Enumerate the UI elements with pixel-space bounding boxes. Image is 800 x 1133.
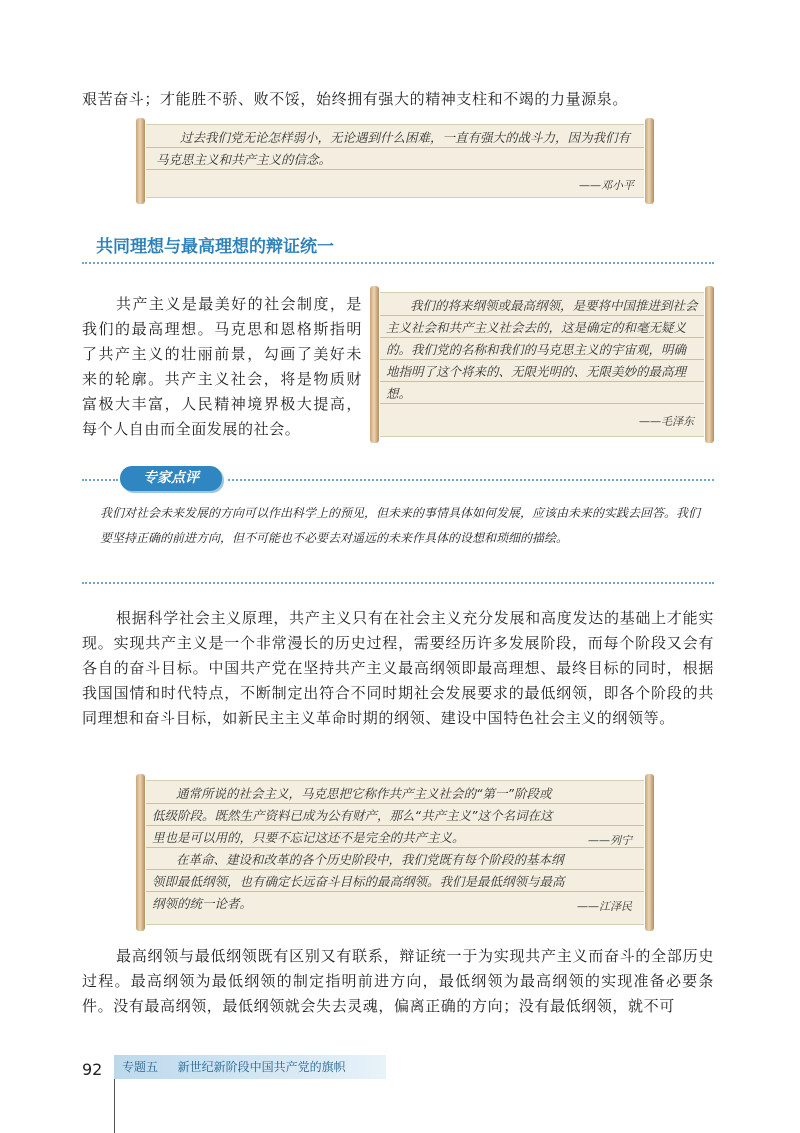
footer-topic-bar	[114, 1055, 386, 1079]
divider	[228, 479, 714, 481]
expert-comment-text: 我们对社会未来发展的方向可以作出科学上的预见，但未来的事情具体如何发展，应该由未来的实践去回答。我们要坚持正确的前进方向，但不可能也不必要去对遥远的未来作具体的设想和琐细的描绘。	[100, 506, 701, 545]
quote-text: 在革命、建设和改革的各个历史阶段中，我们党既有每个阶段的基本纲领即最低纲领，也有确定长远奋斗目标的最高纲领。我们是最低纲领与最高纲领的统一论者。	[152, 852, 565, 911]
page-number: 92	[82, 1060, 103, 1079]
quote-box-mao	[380, 292, 704, 437]
quote-author: ——毛泽东	[639, 415, 694, 428]
section-heading: 共同理想与最高理想的辩证统一	[96, 237, 334, 257]
paragraph-dialectic: 最高纲领与最低纲领既有区别又有联系，辩证统一于为实现共产主义而奋斗的全部历史过程。最高纲领为最低纲领的制定指明前进方向，最低纲领为最高纲领的实现准备必要条件。没有最高纲领，最低纲领就会失去灵魂，偏离正确的方向；没有最低纲领，就不可	[82, 947, 714, 1015]
top-paragraph: 艰苦奋斗；才能胜不骄、败不馁，始终拥有强大的精神支柱和不竭的力量源泉。	[82, 90, 629, 108]
quote-author: ——邓小平	[579, 179, 634, 192]
expert-comment-badge: 专家点评	[120, 466, 222, 491]
divider	[82, 582, 714, 584]
quote-author: ——列宁	[588, 834, 632, 847]
quote-box-lenin-jiang	[146, 780, 644, 925]
quote-text: 我们的将来纲领或最高纲领，是要将中国推进到社会主义社会和共产主义社会去的，这是确定的和毫无疑义的。我们党的名称和我们的马克思主义的宇宙观，明确地指明了这个将来的、无限光明的、无限美妙的最高理想。	[386, 298, 698, 401]
quote-author: ——江泽民	[577, 900, 632, 913]
footer-topic: 专题五	[122, 1060, 159, 1074]
divider	[82, 479, 118, 481]
quote-text: 过去我们党无论怎样弱小，无论遇到什么困难，一直有强大的战斗力，因为我们有马克思主义和共产主义的信念。	[156, 130, 631, 167]
paragraph-ideal: 共产主义是最美好的社会制度，是我们的最高理想。马克思和恩格斯指明了共产主义的壮丽前景，勾画了美好未来的轮廓。共产主义社会，将是物质财富极大丰富，人民精神境界极大提高，每个人自由而全面发展的社会。	[82, 295, 362, 438]
footer-topic-title: 新世纪新阶段中国共产党的旗帜	[177, 1060, 346, 1074]
divider	[82, 262, 714, 264]
quote-text: 通常所说的社会主义，马克思把它称作共产主义社会的“第一”阶段或低级阶段。既然生产资料已成为公有财产，那么“共产主义”这个名词在这里也是可以用的，只要不忘记这还不是完全的共产主义。	[152, 786, 553, 845]
quote-box-deng	[146, 124, 644, 198]
paragraph-program: 根据科学社会主义原理，共产主义只有在社会主义充分发展和高度发达的基础上才能实现。实现共产主义是一个非常漫长的历史过程，需要经历许多发展阶段，而每个阶段又会有各自的奋斗目标。中国共产党在坚持共产主义最高纲领即最高理想、最终目标的同时，根据我国国情和时代特点，不断制定出符合不同时期社会发展要求的最低纲领，即各个阶段的共同理想和奋斗目标，如新民主主义革命时期的纲领、建设中国特色社会主义的纲领等。	[82, 609, 714, 727]
